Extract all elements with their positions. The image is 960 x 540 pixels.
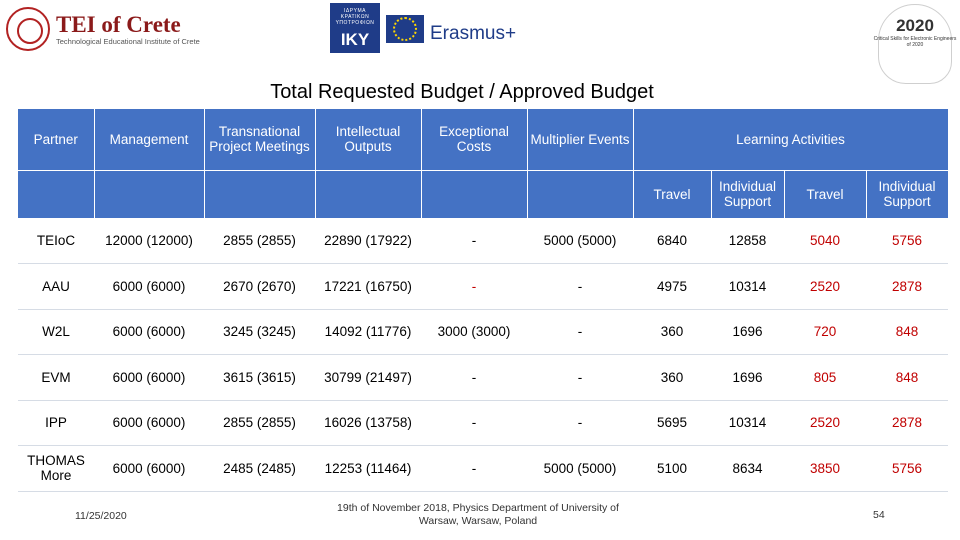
subheader-individual-support: Individual Support [866,170,948,218]
table-cell: 6000 (6000) [94,355,204,401]
table-cell: 2485 (2485) [204,446,315,492]
table-cell: 4975 [633,264,711,310]
table-cell: 3850 [784,446,866,492]
table-cell: - [527,264,633,310]
table-cell: 12253 (11464) [315,446,421,492]
header-blank [94,170,204,218]
table-cell: 848 [866,309,948,355]
table-cell: 5100 [633,446,711,492]
table-cell: - [421,355,527,401]
table-cell: EVM [18,355,94,401]
table-cell: 360 [633,309,711,355]
table-cell: 6000 (6000) [94,264,204,310]
table-cell: AAU [18,264,94,310]
table-row [18,264,948,310]
table-cell: - [527,355,633,401]
table-cell: 1696 [711,309,784,355]
table-cell: 5756 [866,218,948,264]
table-cell: 2520 [784,264,866,310]
subheader-travel: Travel [633,170,711,218]
table-cell: 2878 [866,400,948,446]
table-cell: 5695 [633,400,711,446]
table-cell: 2670 (2670) [204,264,315,310]
erasmus-logo-text: Erasmus+ [430,23,517,44]
table-cell: 2855 (2855) [204,400,315,446]
table-cell: 12858 [711,218,784,264]
table-cell: 805 [784,355,866,401]
header-blank [315,170,421,218]
table-cell: 5000 (5000) [527,218,633,264]
table-cell: 10314 [711,264,784,310]
header-transnational-meetings: Transnational Project Meetings [204,109,315,170]
header-blank [204,170,315,218]
table-cell: - [527,309,633,355]
project-2020-logo-title: 2020 [896,16,934,35]
table-cell: - [421,264,527,310]
table-cell: - [527,400,633,446]
tei-logo-name: TEI of Crete [56,11,181,37]
table-cell: 30799 (21497) [315,355,421,401]
slide-title: Total Requested Budget / Approved Budget [270,81,654,103]
table-cell: 6000 (6000) [94,400,204,446]
table-cell: 17221 (16750) [315,264,421,310]
table-cell: 2520 [784,400,866,446]
footer-event-info: 19th of November 2018, Physics Department of University of Warsaw, Warsaw, Poland [337,502,619,527]
table-cell: W2L [18,309,94,355]
table-cell: 10314 [711,400,784,446]
table-cell: 16026 (13758) [315,400,421,446]
table-cell: 360 [633,355,711,401]
table-cell: - [421,400,527,446]
table-cell: - [421,446,527,492]
table-cell: IPP [18,400,94,446]
table-row [18,446,948,492]
table-row [18,400,948,446]
slide-number: 54 [873,509,885,521]
header-learning-activities: Learning Activities [633,109,948,170]
iky-logo-text: IKY [340,30,370,49]
header-partner: Partner [18,109,94,170]
table-cell: 3615 (3615) [204,355,315,401]
iky-logo [330,3,380,53]
table-cell: 2855 (2855) [204,218,315,264]
footer-date: 11/25/2020 [75,510,127,522]
table-cell: 8634 [711,446,784,492]
table-cell: 22890 (17922) [315,218,421,264]
table-cell: 14092 (11776) [315,309,421,355]
header-intellectual-outputs: Intellectual Outputs [315,109,421,170]
table-cell: 6000 (6000) [94,309,204,355]
project-2020-logo [872,2,958,86]
header-blank [18,170,94,218]
iky-logo-small-text: ΙΔΡΥΜΑ ΚΡΑΤΙΚΩΝ ΥΠΟΤΡΟΦΙΩΝ [335,8,375,26]
table-cell: 3245 (3245) [204,309,315,355]
table-cell: 3000 (3000) [421,309,527,355]
table-cell: 1696 [711,355,784,401]
header-blank [527,170,633,218]
table-cell: - [421,218,527,264]
table-cell: 6840 [633,218,711,264]
table-cell: 5000 (5000) [527,446,633,492]
table-cell: 720 [784,309,866,355]
table-cell: 2878 [866,264,948,310]
subheader-travel: Travel [784,170,866,218]
project-2020-logo-subtitle: Critical Skills for Electronic Engineers of 2020 [873,36,957,48]
tei-crete-logo [6,6,221,52]
table-cell: TEIoC [18,218,94,264]
table-row [18,355,948,401]
header-exceptional-costs: Exceptional Costs [421,109,527,170]
header-management: Management [94,109,204,170]
table-cell: THOMAS More [18,446,94,492]
subheader-individual-support: Individual Support [711,170,784,218]
tei-logo-subtitle: Technological Educational Institute of Crete [56,36,200,46]
table-cell: 12000 (12000) [94,218,204,264]
header-multiplier-events: Multiplier Events [527,109,633,170]
header-blank [421,170,527,218]
eu-flag-icon [386,15,424,43]
table-cell: 848 [866,355,948,401]
table-cell: 5756 [866,446,948,492]
table-row [18,309,948,355]
tei-emblem-icon [6,7,50,51]
table-row [18,218,948,264]
table-cell: 5040 [784,218,866,264]
budget-table [18,109,949,492]
table-cell: 6000 (6000) [94,446,204,492]
